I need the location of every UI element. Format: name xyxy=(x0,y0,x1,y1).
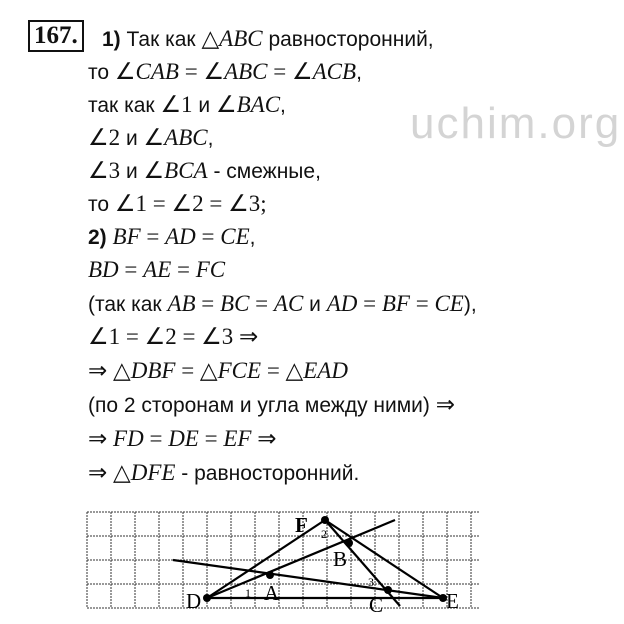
watermark: uchim.org xyxy=(410,99,622,148)
text-segment: и xyxy=(120,127,144,150)
math-expression: AC xyxy=(273,291,304,316)
label-f: F xyxy=(295,513,308,537)
text-segment: равносторонний, xyxy=(262,28,434,51)
text-segment: ⇒ xyxy=(251,426,277,451)
angle-label-1: 1 xyxy=(245,586,251,600)
text-segment: ⇒ xyxy=(435,392,456,417)
text-segment: △ xyxy=(201,26,220,51)
text-segment: ∠ xyxy=(215,92,237,117)
math-expression: ABC xyxy=(219,26,263,51)
text-segment: = xyxy=(140,224,166,249)
math-expression: FC xyxy=(195,257,226,282)
point-a xyxy=(266,571,274,579)
text-segment: 2) xyxy=(88,226,113,249)
text-segment: ⇒ △ xyxy=(88,460,131,485)
text-segment: ), xyxy=(463,293,477,316)
math-expression: BF xyxy=(112,224,141,249)
point-d xyxy=(203,594,211,602)
text-segment: , xyxy=(207,127,214,150)
text-segment: то xyxy=(88,61,115,84)
angle-label-2: 2 xyxy=(321,527,327,541)
text-segment: = ∠ xyxy=(178,59,225,84)
text-segment: ∠ xyxy=(143,158,165,183)
math-expression: EAD xyxy=(303,358,348,383)
text-segment: - равносторонний. xyxy=(175,462,360,485)
text-segment: = xyxy=(195,291,221,316)
label-d: D xyxy=(186,589,202,613)
math-expression: FCE xyxy=(217,358,262,383)
text-segment: ∠1 = ∠2 = ∠3 ⇒ xyxy=(88,324,259,349)
text-segment: , xyxy=(280,94,286,117)
math-expression: BCA xyxy=(164,158,208,183)
math-expression: AB xyxy=(167,291,196,316)
text-segment: ∠3 xyxy=(88,158,121,183)
math-expression: CAB xyxy=(135,59,179,84)
text-segment: = xyxy=(409,291,435,316)
label-a: A xyxy=(264,581,280,605)
math-expression: AD xyxy=(165,224,196,249)
math-expression: BAC xyxy=(236,92,281,117)
label-b: B xyxy=(333,547,348,571)
text-segment: = xyxy=(198,426,224,451)
math-expression: BC xyxy=(220,291,250,316)
math-expression: CE xyxy=(434,291,464,316)
text-segment: = xyxy=(357,291,382,316)
math-expression: ABC xyxy=(164,125,208,150)
text-segment: ⇒ △ xyxy=(88,358,131,383)
text-segment: Так как xyxy=(126,28,202,51)
text-segment: = xyxy=(195,224,221,249)
text-segment: = ∠ xyxy=(267,59,313,84)
point-f xyxy=(321,516,329,524)
text-segment: и xyxy=(120,160,144,183)
text-segment: (так как xyxy=(88,293,168,316)
math-expression: BD xyxy=(88,257,119,282)
math-expression: FD xyxy=(113,426,144,451)
math-expression: DBF xyxy=(130,358,176,383)
text-segment: (по 2 сторонам и угла между ними) xyxy=(88,394,436,417)
grid xyxy=(87,512,480,608)
figure-lines xyxy=(173,520,443,606)
text-segment: = xyxy=(171,257,196,282)
text-segment: , xyxy=(356,61,362,84)
text-segment: ∠ xyxy=(143,125,165,150)
text-segment: ∠1 = ∠2 = ∠3; xyxy=(114,191,267,216)
point-b xyxy=(345,539,353,547)
text-segment: ∠2 xyxy=(88,125,121,150)
text-segment: = △ xyxy=(261,358,304,383)
label-e: E xyxy=(446,589,459,613)
math-expression: DE xyxy=(168,426,199,451)
math-expression: BF xyxy=(381,291,410,316)
text-segment: и xyxy=(303,293,327,316)
math-expression: AD xyxy=(326,291,358,316)
label-c: C xyxy=(369,593,384,617)
math-expression: CE xyxy=(220,224,250,249)
text-segment: 1) xyxy=(102,28,127,51)
math-expression: ACB xyxy=(312,59,357,84)
text-segment: ∠ xyxy=(114,59,136,84)
math-expression: EF xyxy=(223,426,252,451)
math-expression: AE xyxy=(143,257,172,282)
text-segment: так как xyxy=(88,94,161,117)
math-expression: DFE xyxy=(130,460,176,485)
text-segment: - смежные, xyxy=(207,160,321,183)
angle-label-3: 3 xyxy=(368,575,374,589)
text-segment: ∠1 xyxy=(160,92,193,117)
text-segment: = xyxy=(249,291,274,316)
text-segment: = △ xyxy=(175,358,218,383)
point-c xyxy=(384,586,392,594)
problem-number: 167. xyxy=(28,20,84,52)
math-expression: ABC xyxy=(224,59,268,84)
text-segment: ⇒ xyxy=(88,426,114,451)
text-segment: то xyxy=(88,193,115,216)
text-segment: = xyxy=(118,257,144,282)
text-segment: и xyxy=(192,94,216,117)
line-ea xyxy=(173,560,443,598)
text-segment: = xyxy=(143,426,169,451)
text-segment: , xyxy=(249,226,256,249)
